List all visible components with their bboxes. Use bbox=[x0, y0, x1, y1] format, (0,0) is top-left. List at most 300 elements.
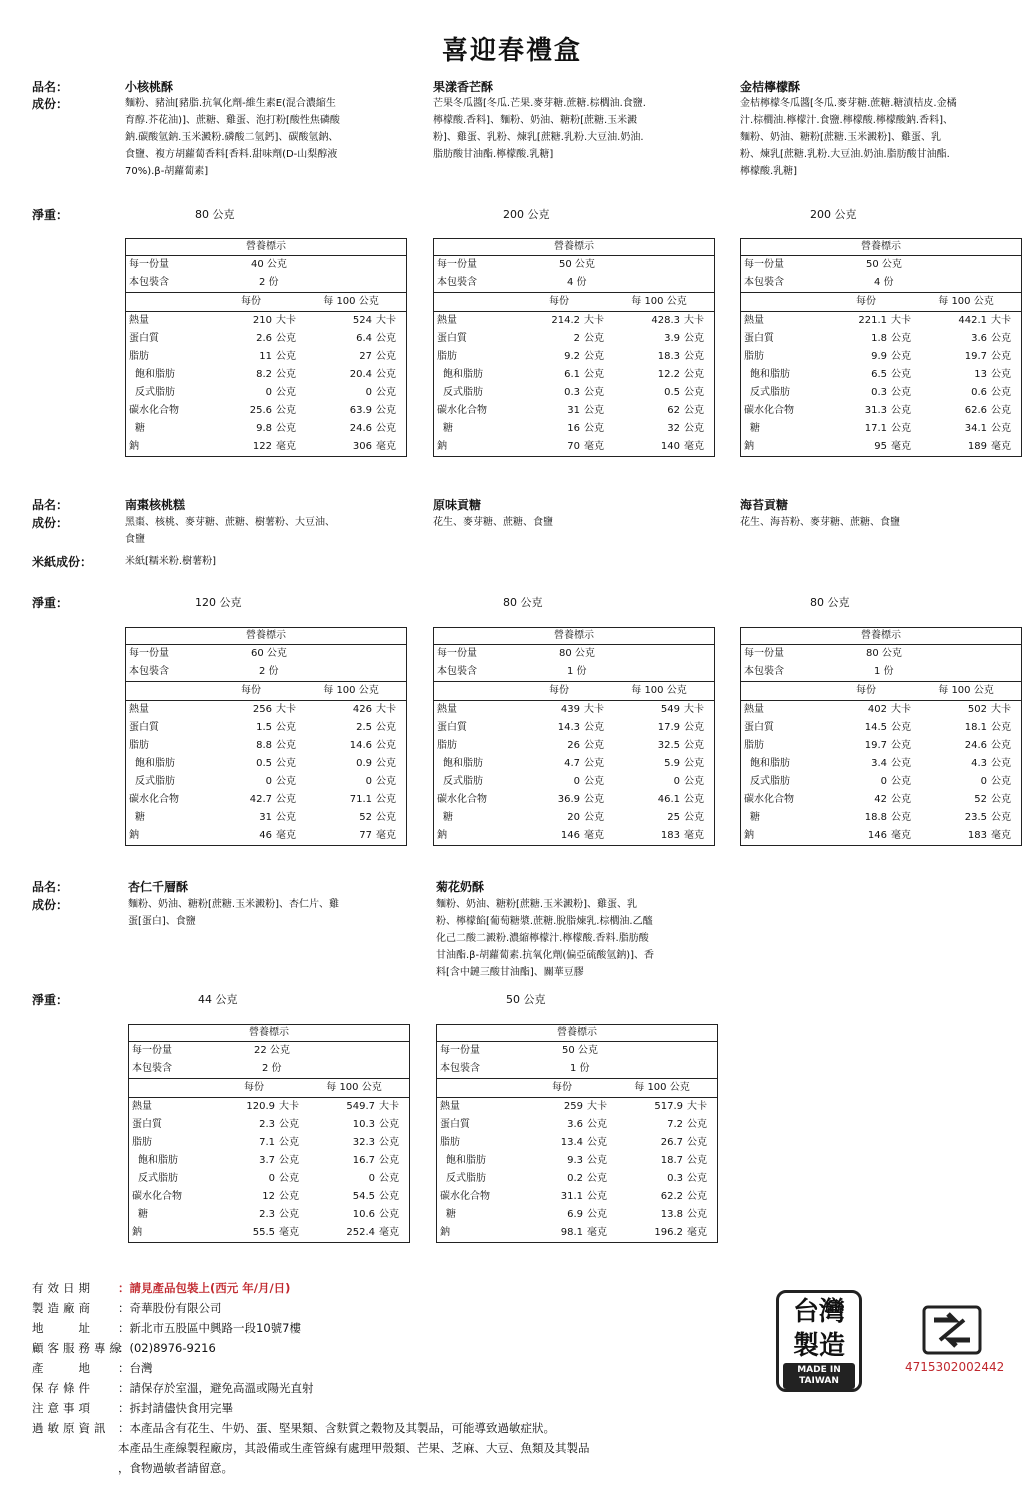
value: 13.4 bbox=[560, 1137, 583, 1148]
serving-label: 每一份量 bbox=[437, 259, 477, 270]
per-100-value bbox=[356, 330, 396, 348]
unit: 公克 bbox=[991, 387, 1011, 398]
per-100-value bbox=[968, 827, 1011, 845]
nutrient-name: 反式脂肪 bbox=[443, 776, 483, 787]
value: 16.7 bbox=[352, 1155, 375, 1166]
packs-count: 1 份 bbox=[570, 1063, 590, 1074]
unit: 公克 bbox=[891, 423, 911, 434]
nutrient-row bbox=[741, 719, 1021, 737]
product-name: 果漾香芒酥 bbox=[433, 80, 494, 94]
value: 46.1 bbox=[657, 794, 680, 805]
unit: 公克 bbox=[991, 740, 1011, 751]
value: 0.3 bbox=[871, 387, 887, 398]
serving-size: 50 公克 bbox=[866, 259, 902, 270]
name-label: 品名： bbox=[32, 80, 69, 94]
unit: 公克 bbox=[684, 794, 704, 805]
value: 3.9 bbox=[664, 333, 680, 344]
per-100-header: 每 100 公克 bbox=[631, 685, 687, 696]
nutrient-row bbox=[126, 827, 406, 845]
nutrient-name: 鈉 bbox=[132, 1227, 142, 1238]
value: 2 bbox=[573, 333, 580, 344]
unit: 公克 bbox=[991, 794, 1011, 805]
footer-row bbox=[32, 1358, 590, 1378]
per-serving-value bbox=[564, 348, 604, 366]
unit: 公克 bbox=[379, 1173, 399, 1184]
per-serving-value bbox=[253, 438, 296, 456]
packs-count: 2 份 bbox=[259, 277, 279, 288]
unit: 大卡 bbox=[587, 1101, 607, 1112]
unit: 公克 bbox=[376, 740, 396, 751]
nutrient-row bbox=[741, 737, 1021, 755]
value: 26 bbox=[567, 740, 580, 751]
per-100-value bbox=[974, 366, 1011, 384]
unit: 公克 bbox=[991, 405, 1011, 416]
nutrient-row bbox=[741, 366, 1021, 384]
product-ingredients: 麵粉、奶油、糖粉[蔗糖.玉米澱粉]、雞蛋、乳 粉、檸檬餡[葡萄糖漿.蔗糖.脫脂煉乳.棕櫚油.乙醯 化己二酸二澱粉.濃縮檸檬汁.檸檬酸.香料.脂肪酸 甘油酯.β-胡蘿蔔素.抗氧化劑(偏亞硫酸氫鈉)]、香 料[含中鏈三酸甘油酯]、關華豆膠 bbox=[436, 899, 655, 978]
serving-size: 80 公克 bbox=[559, 648, 595, 659]
unit: 公克 bbox=[276, 758, 296, 769]
per-100-value bbox=[346, 1098, 399, 1116]
per-serving-value bbox=[246, 1098, 299, 1116]
unit: 公克 bbox=[584, 740, 604, 751]
rice-paper-label: 米紙成份： bbox=[32, 555, 93, 569]
unit: 公克 bbox=[376, 812, 396, 823]
per-serving-value bbox=[250, 791, 296, 809]
per-serving-value bbox=[567, 438, 604, 456]
value: 42.7 bbox=[249, 794, 272, 805]
nutrient-row bbox=[129, 1170, 409, 1188]
value: 524 bbox=[352, 315, 372, 326]
nutrient-name: 熱量 bbox=[744, 704, 764, 715]
unit: 公克 bbox=[991, 423, 1011, 434]
unit: 公克 bbox=[991, 758, 1011, 769]
packs-row bbox=[434, 663, 714, 682]
footer-value: ：請保存於室溫，避免高溫或陽光直射 bbox=[118, 1381, 314, 1395]
value: 36.9 bbox=[557, 794, 580, 805]
value: 55.5 bbox=[252, 1227, 275, 1238]
nutrient-row bbox=[437, 1098, 717, 1116]
unit: 公克 bbox=[276, 812, 296, 823]
value: 77 bbox=[359, 830, 372, 841]
per-100-value bbox=[971, 384, 1011, 402]
value: 426 bbox=[352, 704, 372, 715]
nutrient-name: 飽和脂肪 bbox=[750, 758, 790, 769]
unit: 公克 bbox=[891, 794, 911, 805]
nutrient-row bbox=[126, 330, 406, 348]
footer-value: 本產品生產線製程廠房，其設備或生產管線有處理甲殼類、芒果、芝麻、大豆、魚類及其製品 bbox=[118, 1441, 590, 1455]
value: 549.7 bbox=[346, 1101, 375, 1112]
serving-row bbox=[434, 645, 714, 663]
unit: 公克 bbox=[687, 1119, 707, 1130]
nutrient-name: 飽和脂肪 bbox=[443, 758, 483, 769]
unit: 公克 bbox=[991, 369, 1011, 380]
unit: 公克 bbox=[684, 722, 704, 733]
value: 6.4 bbox=[356, 333, 372, 344]
packs-row bbox=[126, 663, 406, 682]
footer-row bbox=[32, 1398, 590, 1418]
nutrient-row bbox=[741, 809, 1021, 827]
nutrient-row bbox=[437, 1170, 717, 1188]
per-100-value bbox=[350, 791, 396, 809]
column-header-row bbox=[126, 682, 406, 701]
packs-count: 4 份 bbox=[567, 277, 587, 288]
value: 98.1 bbox=[560, 1227, 583, 1238]
packs-row bbox=[434, 274, 714, 293]
per-100-value bbox=[366, 773, 396, 791]
per-serving-header: 每份 bbox=[552, 1082, 572, 1093]
value: 42 bbox=[874, 794, 887, 805]
nutrient-name: 飽和脂肪 bbox=[138, 1155, 178, 1166]
value: 26.7 bbox=[660, 1137, 683, 1148]
value: 12.2 bbox=[657, 369, 680, 380]
per-100-value bbox=[667, 1170, 707, 1188]
nutrient-row bbox=[437, 1224, 717, 1242]
per-serving-value bbox=[865, 719, 911, 737]
per-serving-value bbox=[567, 1206, 607, 1224]
nutrition-table bbox=[433, 627, 715, 846]
packs-label: 本包裝含 bbox=[744, 277, 784, 288]
value: 221.1 bbox=[858, 315, 887, 326]
value: 196.2 bbox=[654, 1227, 683, 1238]
nutrition-header: 營養標示 bbox=[741, 628, 1021, 645]
unit: 公克 bbox=[891, 369, 911, 380]
serving-label: 每一份量 bbox=[129, 648, 169, 659]
value: 0 bbox=[880, 776, 887, 787]
nutrient-row bbox=[741, 791, 1021, 809]
serving-size: 40 公克 bbox=[251, 259, 287, 270]
per-serving-value bbox=[567, 1152, 607, 1170]
per-serving-value bbox=[259, 348, 296, 366]
unit: 公克 bbox=[687, 1155, 707, 1166]
weight-label: 淨重： bbox=[32, 993, 69, 1007]
unit: 大卡 bbox=[584, 704, 604, 715]
per-serving-value bbox=[266, 384, 296, 402]
nutrient-row bbox=[126, 348, 406, 366]
serving-size: 50 公克 bbox=[562, 1045, 598, 1056]
value: 7.1 bbox=[259, 1137, 275, 1148]
unit: 公克 bbox=[276, 369, 296, 380]
product-name: 菊花奶酥 bbox=[436, 880, 485, 894]
unit: 大卡 bbox=[687, 1101, 707, 1112]
per-serving-value bbox=[256, 719, 296, 737]
per-100-value bbox=[965, 737, 1011, 755]
per-serving-value bbox=[259, 809, 296, 827]
unit: 公克 bbox=[684, 387, 704, 398]
value: 2.5 bbox=[356, 722, 372, 733]
serving-row bbox=[437, 1042, 717, 1060]
per-serving-value bbox=[567, 809, 604, 827]
per-serving-header: 每份 bbox=[549, 685, 569, 696]
unit: 毫克 bbox=[376, 830, 396, 841]
per-100-value bbox=[350, 737, 396, 755]
unit: 大卡 bbox=[379, 1101, 399, 1112]
unit: 大卡 bbox=[276, 704, 296, 715]
value: 259 bbox=[563, 1101, 583, 1112]
column-header-row bbox=[434, 682, 714, 701]
unit: 公克 bbox=[276, 333, 296, 344]
unit: 毫克 bbox=[991, 441, 1011, 452]
nutrition-header: 營養標示 bbox=[434, 239, 714, 256]
page-title: 喜迎春禮盒 bbox=[441, 36, 582, 66]
value: 18.8 bbox=[864, 812, 887, 823]
nutrient-name: 脂肪 bbox=[129, 351, 149, 362]
nutrient-name: 碳水化合物 bbox=[437, 405, 487, 416]
nutrient-name: 脂肪 bbox=[437, 740, 457, 751]
nutrient-row bbox=[129, 1206, 409, 1224]
unit: 公克 bbox=[584, 722, 604, 733]
nutrient-name: 蛋白質 bbox=[744, 333, 774, 344]
serving-label: 每一份量 bbox=[440, 1045, 480, 1056]
unit: 公克 bbox=[584, 333, 604, 344]
product-name: 原味貢糖 bbox=[433, 498, 482, 512]
nutrition-table bbox=[740, 627, 1022, 846]
packs-label: 本包裝含 bbox=[440, 1063, 480, 1074]
value: 210 bbox=[252, 315, 272, 326]
value: 23.5 bbox=[964, 812, 987, 823]
unit: 公克 bbox=[687, 1137, 707, 1148]
ingredients-label: 成份： bbox=[32, 97, 69, 111]
value: 0 bbox=[365, 776, 372, 787]
value: 12 bbox=[262, 1191, 275, 1202]
nutrient-name: 熱量 bbox=[440, 1101, 460, 1112]
per-serving-value bbox=[881, 773, 911, 791]
nutrient-row bbox=[126, 755, 406, 773]
unit: 公克 bbox=[584, 776, 604, 787]
value: 4.3 bbox=[971, 758, 987, 769]
value: 17.9 bbox=[657, 722, 680, 733]
nutrient-name: 蛋白質 bbox=[129, 722, 159, 733]
footer-value: ：拆封請儘快食用完畢 bbox=[118, 1401, 233, 1415]
per-100-value bbox=[965, 348, 1011, 366]
value: 0.5 bbox=[664, 387, 680, 398]
value: 9.3 bbox=[567, 1155, 583, 1166]
unit: 公克 bbox=[891, 405, 911, 416]
value: 5.9 bbox=[664, 758, 680, 769]
footer-key: 保存條件 bbox=[32, 1381, 94, 1395]
per-100-value bbox=[654, 1224, 707, 1242]
nutrient-row bbox=[437, 1152, 717, 1170]
serving-row bbox=[126, 256, 406, 274]
value: 439 bbox=[560, 704, 580, 715]
unit: 公克 bbox=[587, 1119, 607, 1130]
per-serving-value bbox=[259, 1206, 299, 1224]
per-serving-value bbox=[561, 1188, 607, 1206]
value: 502 bbox=[967, 704, 987, 715]
unit: 公克 bbox=[684, 333, 704, 344]
net-weight: 120 公克 bbox=[195, 596, 242, 609]
net-weight: 80 公克 bbox=[195, 208, 235, 221]
nutrient-row bbox=[126, 438, 406, 456]
value: 31 bbox=[567, 405, 580, 416]
value: 2.6 bbox=[256, 333, 272, 344]
value: 0.9 bbox=[356, 758, 372, 769]
unit: 毫克 bbox=[991, 830, 1011, 841]
unit: 毫克 bbox=[891, 441, 911, 452]
per-100-header: 每 100 公克 bbox=[323, 685, 379, 696]
per-serving-value bbox=[253, 701, 296, 719]
per-100-value bbox=[661, 1206, 707, 1224]
value: 18.7 bbox=[660, 1155, 683, 1166]
value: 2.3 bbox=[259, 1209, 275, 1220]
unit: 公克 bbox=[891, 722, 911, 733]
nutrient-name: 碳水化合物 bbox=[744, 794, 794, 805]
unit: 毫克 bbox=[379, 1227, 399, 1238]
nutrient-row bbox=[434, 827, 714, 845]
unit: 公克 bbox=[584, 758, 604, 769]
value: 3.4 bbox=[871, 758, 887, 769]
footer-value: ：請見產品包裝上(西元 年/月/日) bbox=[118, 1281, 291, 1295]
nutrition-table bbox=[740, 238, 1022, 457]
unit: 公克 bbox=[276, 722, 296, 733]
per-serving-value bbox=[874, 438, 911, 456]
serving-label: 每一份量 bbox=[132, 1045, 172, 1056]
serving-row bbox=[434, 256, 714, 274]
nutrient-name: 碳水化合物 bbox=[440, 1191, 490, 1202]
nutrient-row bbox=[126, 701, 406, 719]
per-100-value bbox=[667, 420, 704, 438]
nutrient-row bbox=[741, 755, 1021, 773]
unit: 公克 bbox=[379, 1155, 399, 1166]
per-serving-value bbox=[567, 402, 604, 420]
value: 19.7 bbox=[964, 351, 987, 362]
value: 306 bbox=[352, 441, 372, 452]
unit: 公克 bbox=[891, 387, 911, 398]
per-100-value bbox=[350, 402, 396, 420]
nutrient-row bbox=[741, 384, 1021, 402]
per-serving-header: 每份 bbox=[856, 296, 876, 307]
value: 10.3 bbox=[352, 1119, 375, 1130]
packs-row bbox=[129, 1060, 409, 1079]
unit: 公克 bbox=[279, 1173, 299, 1184]
unit: 公克 bbox=[276, 423, 296, 434]
per-serving-value bbox=[250, 402, 296, 420]
nutrient-row bbox=[741, 348, 1021, 366]
nutrient-name: 糖 bbox=[443, 812, 453, 823]
serving-row bbox=[741, 645, 1021, 663]
value: 54.5 bbox=[352, 1191, 375, 1202]
footer-value: ：台灣 bbox=[118, 1361, 153, 1375]
per-100-value bbox=[664, 755, 704, 773]
value: 428.3 bbox=[651, 315, 680, 326]
ingredients-label: 成份： bbox=[32, 516, 69, 530]
per-serving-value bbox=[266, 773, 296, 791]
nutrient-row bbox=[126, 366, 406, 384]
unit: 毫克 bbox=[376, 441, 396, 452]
nutrient-row bbox=[434, 330, 714, 348]
serving-size: 80 公克 bbox=[866, 648, 902, 659]
nutrition-table bbox=[433, 238, 715, 457]
nutrition-header: 營養標示 bbox=[126, 239, 406, 256]
nutrition-header: 營養標示 bbox=[437, 1025, 717, 1042]
column-header-row bbox=[434, 293, 714, 312]
nutrient-name: 反式脂肪 bbox=[446, 1173, 486, 1184]
unit: 公克 bbox=[279, 1137, 299, 1148]
unit: 公克 bbox=[276, 740, 296, 751]
nutrient-row bbox=[741, 330, 1021, 348]
unit: 公克 bbox=[587, 1191, 607, 1202]
nutrient-row bbox=[129, 1188, 409, 1206]
per-serving-value bbox=[259, 827, 296, 845]
per-100-value bbox=[965, 402, 1011, 420]
unit: 毫克 bbox=[279, 1227, 299, 1238]
product-ingredients: 芒果冬瓜醬[冬瓜.芒果.麥芽糖.蔗糖.棕櫚油.食鹽. 檸檬酸.香料]、麵粉、奶油、糖粉[蔗糖.玉米澱 粉]、雞蛋、乳粉、煉乳[蔗糖.乳粉.大豆油.奶油. 脂肪酸甘油酯.檸檬酸.乳糖] bbox=[433, 98, 646, 160]
per-serving-value bbox=[871, 366, 911, 384]
nutrient-name: 熱量 bbox=[129, 315, 149, 326]
unit: 公克 bbox=[276, 405, 296, 416]
nutrient-row bbox=[434, 402, 714, 420]
per-100-value bbox=[350, 366, 396, 384]
nutrient-name: 糖 bbox=[446, 1209, 456, 1220]
packs-row bbox=[741, 663, 1021, 682]
unit: 公克 bbox=[891, 351, 911, 362]
value: 14.3 bbox=[557, 722, 580, 733]
value: 146 bbox=[560, 830, 580, 841]
nutrient-name: 鈉 bbox=[744, 830, 754, 841]
value: 0.3 bbox=[667, 1173, 683, 1184]
per-100-value bbox=[369, 1170, 399, 1188]
nutrient-name: 熱量 bbox=[744, 315, 764, 326]
value: 14.5 bbox=[864, 722, 887, 733]
unit: 公克 bbox=[376, 387, 396, 398]
value: 183 bbox=[967, 830, 987, 841]
per-100-value bbox=[664, 384, 704, 402]
value: 24.6 bbox=[964, 740, 987, 751]
nutrient-row bbox=[129, 1224, 409, 1242]
value: 1.5 bbox=[256, 722, 272, 733]
unit: 公克 bbox=[279, 1119, 299, 1130]
per-100-value bbox=[346, 1224, 399, 1242]
nutrient-name: 脂肪 bbox=[440, 1137, 460, 1148]
unit: 公克 bbox=[684, 405, 704, 416]
nutrient-name: 蛋白質 bbox=[132, 1119, 162, 1130]
packs-count: 2 份 bbox=[262, 1063, 282, 1074]
nutrient-name: 鈉 bbox=[744, 441, 754, 452]
unit: 毫克 bbox=[684, 441, 704, 452]
product-name: 金桔檸檬酥 bbox=[740, 80, 801, 94]
nutrient-name: 脂肪 bbox=[744, 740, 764, 751]
nutrient-row bbox=[437, 1188, 717, 1206]
per-100-value bbox=[965, 719, 1011, 737]
per-serving-value bbox=[256, 366, 296, 384]
unit: 大卡 bbox=[376, 315, 396, 326]
nutrient-row bbox=[434, 737, 714, 755]
value: 11 bbox=[259, 351, 272, 362]
value: 31.3 bbox=[864, 405, 887, 416]
unit: 公克 bbox=[376, 405, 396, 416]
serving-size: 60 公克 bbox=[251, 648, 287, 659]
per-100-value bbox=[651, 312, 704, 330]
unit: 公克 bbox=[991, 333, 1011, 344]
value: 13.8 bbox=[660, 1209, 683, 1220]
value: 62.6 bbox=[964, 405, 987, 416]
footer-key: 製造廠商 bbox=[32, 1301, 94, 1315]
per-100-value bbox=[353, 1152, 399, 1170]
per-serving-value bbox=[871, 330, 911, 348]
serving-size: 50 公克 bbox=[559, 259, 595, 270]
footer-row bbox=[32, 1378, 590, 1398]
unit: 毫克 bbox=[891, 830, 911, 841]
value: 9.2 bbox=[564, 351, 580, 362]
value: 1.8 bbox=[871, 333, 887, 344]
per-100-value bbox=[359, 809, 396, 827]
nutrient-row bbox=[434, 366, 714, 384]
nutrient-name: 鈉 bbox=[129, 441, 139, 452]
nutrient-name: 碳水化合物 bbox=[132, 1191, 182, 1202]
unit: 公克 bbox=[684, 423, 704, 434]
value: 189 bbox=[967, 441, 987, 452]
column-header-row bbox=[126, 293, 406, 312]
value: 18.3 bbox=[657, 351, 680, 362]
